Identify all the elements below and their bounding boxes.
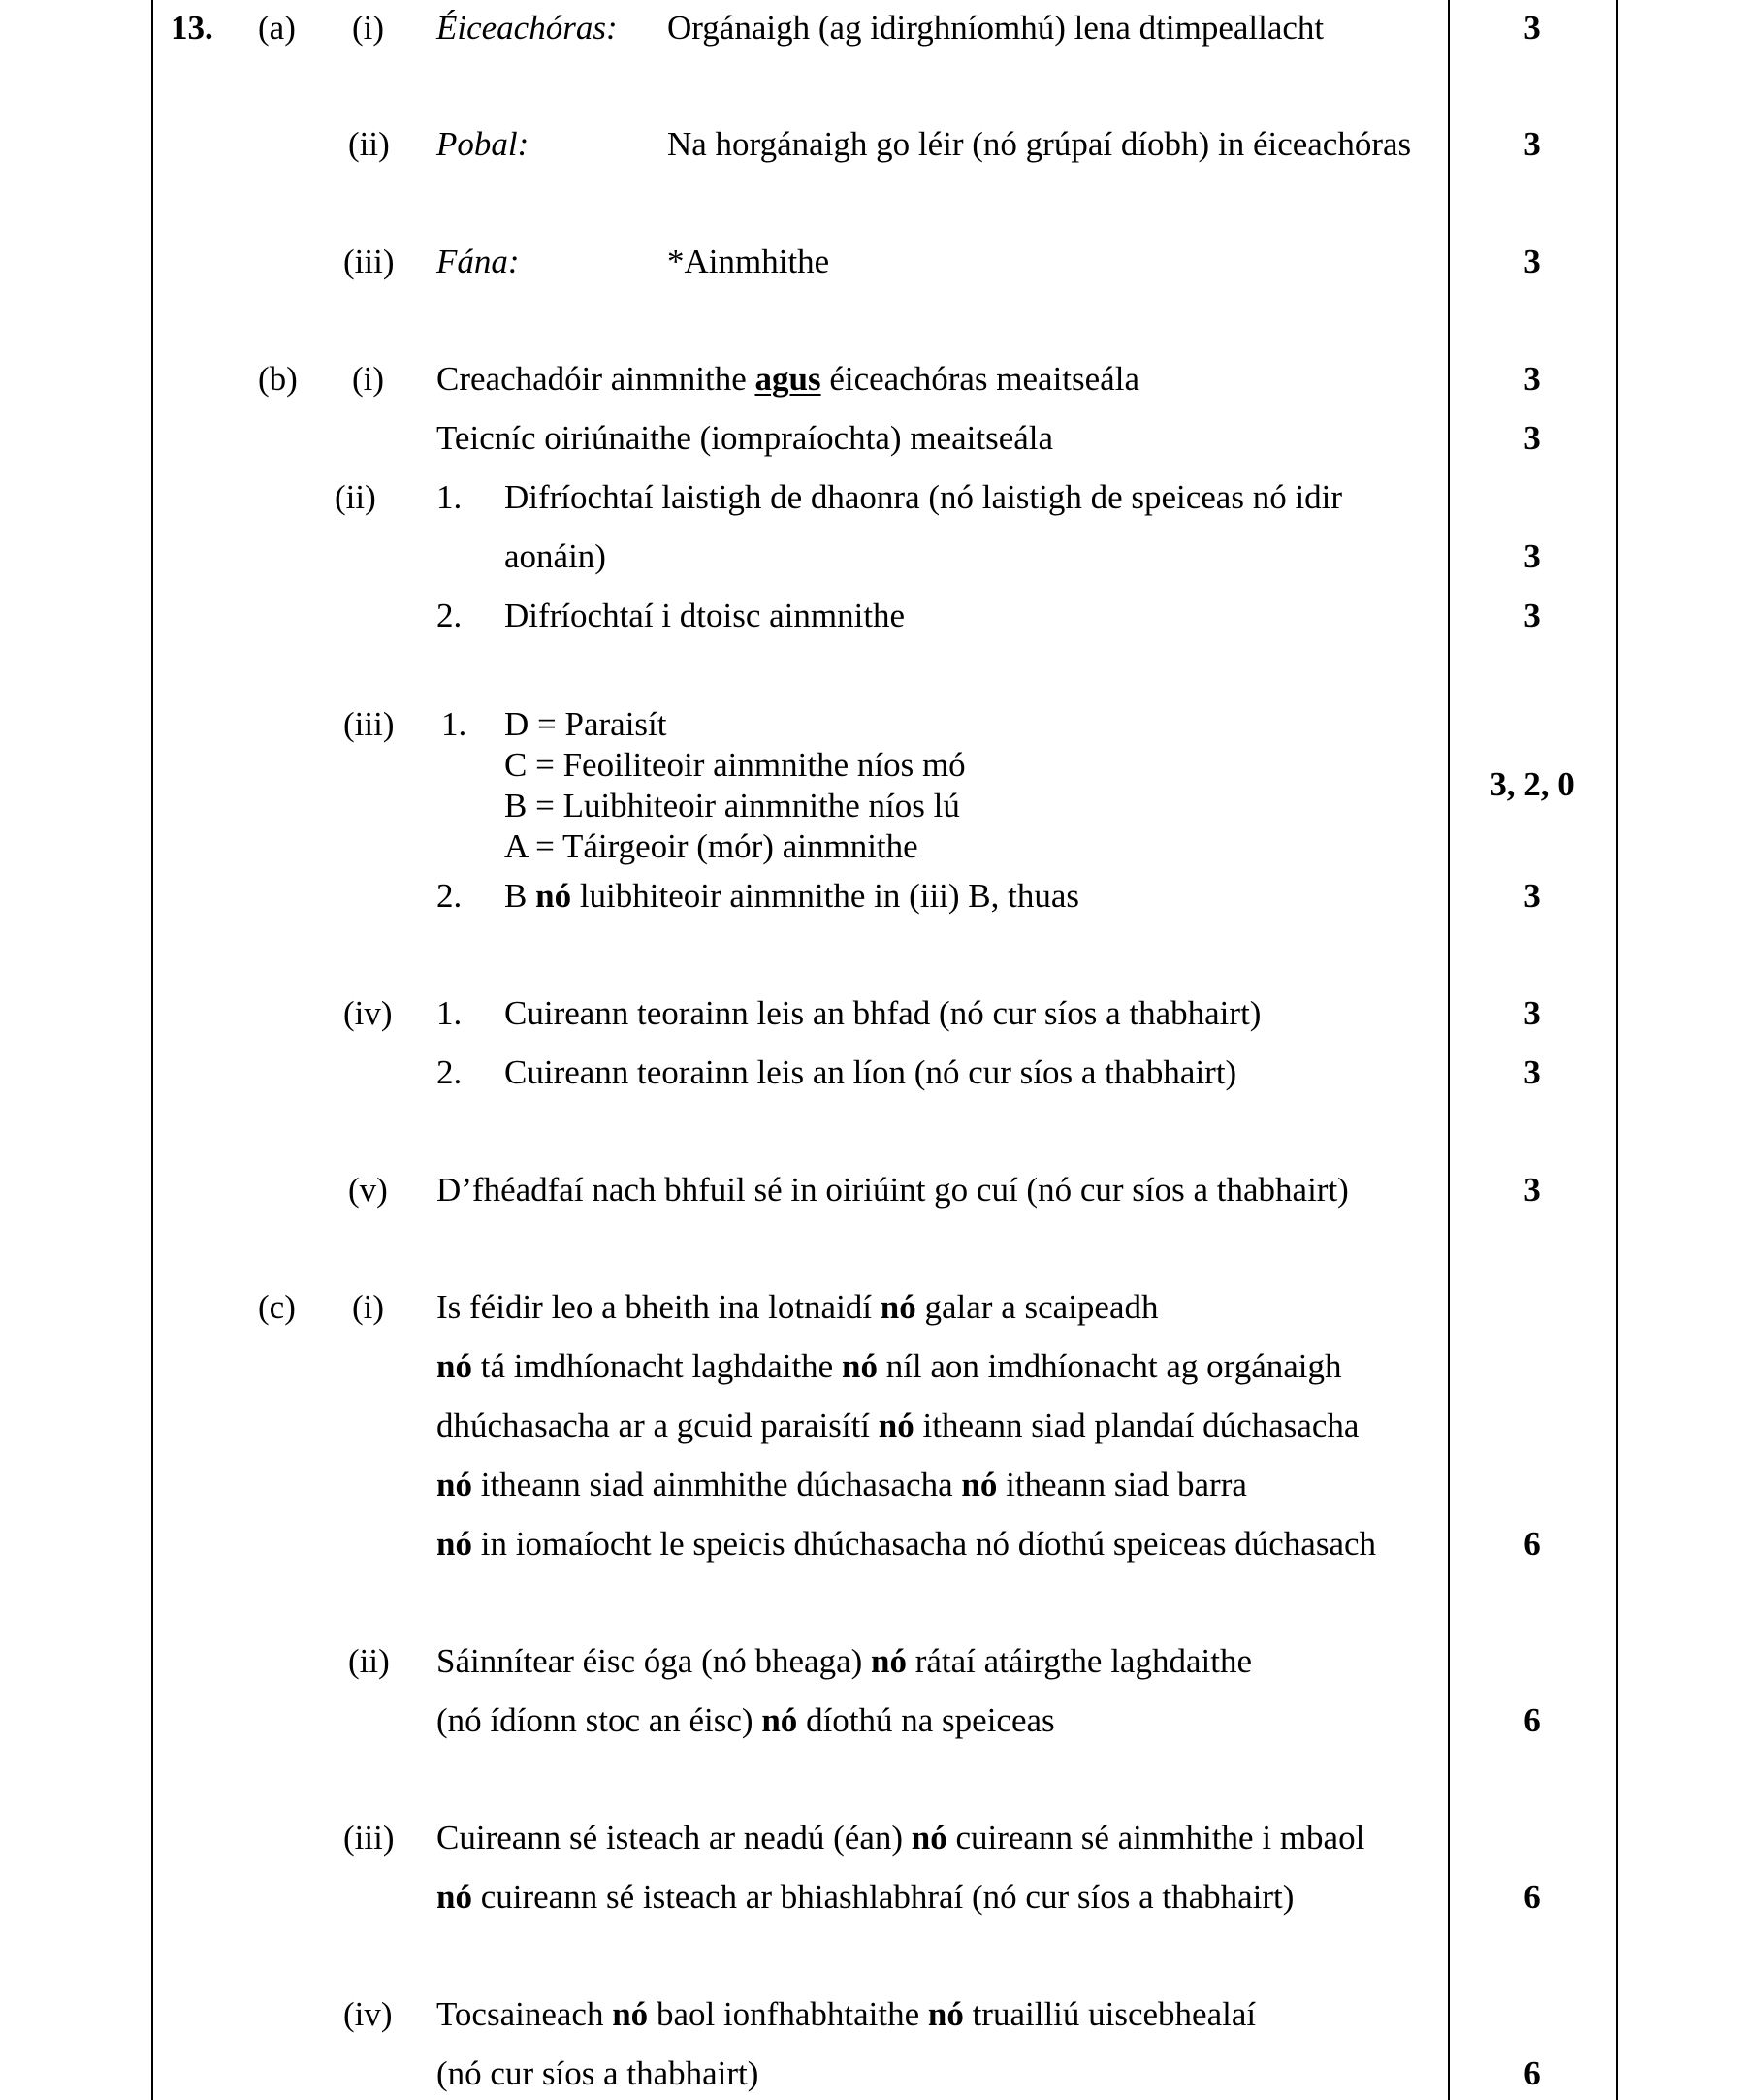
c-ii-line1-start: Sáinnítear éisc óga (nó bheaga) [436, 1642, 872, 1680]
b-i-line1 [436, 359, 1139, 400]
no-emphasis: nó [761, 1701, 798, 1739]
b-ii-item1-line1: Difríochtaí laistigh de dhaonra (nó laistigh de speiceas nó idir [504, 478, 1343, 516]
c-i-line1-end: galar a scaipeadh [915, 1288, 1159, 1326]
no-emphasis: nó [927, 1995, 964, 2033]
c-iv-line1-mid: baol ionfhabhtaithe [648, 1995, 928, 2033]
c-ii-line2-end: díothú na speiceas [797, 1701, 1055, 1739]
c-iv-line1 [436, 1994, 1256, 2035]
c-i-line5-end: in iomaíocht le speicis dhúchasacha nó díothú speiceas dúchasach [471, 1525, 1377, 1563]
b-i-line2: Teicníc oiriúnaithe (iompraíochta) meaitseála [436, 419, 1054, 457]
b-iii-c: C = Feoiliteoir ainmnithe níos mó [504, 746, 966, 784]
a-ii-number: (ii) [348, 125, 390, 163]
no-emphasis: nó [436, 1347, 472, 1385]
c-i-line3 [436, 1405, 1359, 1446]
c-i-line4-end: itheann siad barra [997, 1466, 1247, 1503]
no-emphasis: nó [436, 1525, 472, 1563]
b-ii-item1-line2: aonáin) [504, 537, 606, 575]
c-iii-marks: 6 [1523, 1878, 1541, 1916]
no-emphasis: nó [871, 1642, 907, 1680]
a-iii-answer: *Ainmhithe [667, 242, 830, 280]
b-i-line1-start: Creachadóir ainmnithe [436, 360, 755, 398]
b-ii-marks1: 3 [1523, 537, 1541, 575]
b-iii-item1-number: 1. [441, 705, 467, 743]
no-emphasis: nó [961, 1466, 998, 1503]
c-ii-line1-end: rátaí atáirgthe laghdaithe [906, 1642, 1252, 1680]
no-emphasis: nó [535, 877, 572, 915]
no-emphasis: nó [436, 1466, 472, 1503]
b-iii-d: D = Paraisít [504, 705, 667, 743]
b-iv-marks2: 3 [1523, 1053, 1541, 1091]
b-iv-item2-number: 2. [436, 1053, 463, 1091]
b-ii-number: (ii) [335, 478, 376, 516]
c-i-line2-end: níl aon imdhíonacht ag orgánaigh [877, 1347, 1342, 1385]
c-iii-line1-end: cuireann sé ainmhithe i mbaol [946, 1819, 1365, 1857]
c-i-line5 [436, 1524, 1376, 1565]
b-iii-item2-end: luibhiteoir ainmnithe in (iii) B, thuas [571, 877, 1080, 915]
a-ii-term: Pobal: [436, 125, 529, 163]
b-ii-item2-text: Difríochtaí i dtoisc ainmnithe [504, 597, 906, 634]
a-i-number: (i) [352, 9, 385, 47]
c-i-line2-mid: tá imdhíonacht laghdaithe [471, 1347, 842, 1385]
c-i-number: (i) [352, 1288, 385, 1326]
table-left-border [151, 0, 153, 2100]
b-iii-item2-number: 2. [436, 877, 463, 915]
a-ii-marks: 3 [1523, 125, 1541, 163]
c-i-line1 [436, 1287, 1158, 1328]
a-iii-term: Fána: [436, 242, 520, 280]
answer-column-divider [1448, 0, 1450, 2100]
c-iii-line1-start: Cuireann sé isteach ar neadú (éan) [436, 1819, 912, 1857]
c-i-line3-end: itheann siad plandaí dúchasacha [914, 1406, 1360, 1444]
b-iv-item1-number: 1. [436, 994, 463, 1032]
b-iii-b: B = Luibhiteoir ainmnithe níos lú [504, 787, 960, 824]
question-number: 13. [171, 9, 213, 47]
a-i-answer: Orgánaigh (ag idirghníomhú) lena dtimpeallacht [667, 9, 1325, 47]
no-emphasis: nó [436, 1878, 472, 1916]
a-ii-answer: Na horgánaigh go léir (nó grúpaí díobh) in éiceachóras [667, 125, 1412, 163]
c-iii-number: (iii) [343, 1819, 395, 1857]
b-iii-marks2: 3 [1523, 877, 1541, 915]
c-iv-line2: (nó cur síos a thabhairt) [436, 2054, 759, 2092]
no-emphasis: nó [878, 1406, 914, 1444]
table-right-border [1616, 0, 1618, 2100]
b-iv-marks1: 3 [1523, 994, 1541, 1032]
part-c-label: (c) [258, 1288, 296, 1326]
c-i-line2 [436, 1346, 1342, 1387]
no-emphasis: nó [911, 1819, 947, 1857]
part-b-label: (b) [258, 360, 298, 398]
b-v-marks: 3 [1523, 1171, 1541, 1209]
b-iii-item2-start: B [504, 877, 536, 915]
b-ii-marks2: 3 [1523, 597, 1541, 634]
b-iii-a: A = Táirgeoir (mór) ainmnithe [504, 827, 918, 865]
a-i-term: Éiceachóras: [436, 9, 618, 47]
c-iv-line1-start: Tocsaineach [436, 1995, 613, 2033]
c-ii-number: (ii) [348, 1642, 390, 1680]
b-i-number: (i) [352, 360, 385, 398]
c-i-line3-start: dhúchasacha ar a gcuid paraisítí [436, 1406, 879, 1444]
b-iii-marks1: 3, 2, 0 [1490, 765, 1575, 803]
c-iii-line2-end: cuireann sé isteach ar bhiashlabhraí (nó cur síos a thabhairt) [471, 1878, 1295, 1916]
c-ii-line2-start: (nó ídíonn stoc an éisc) [436, 1701, 762, 1739]
c-iv-line1-end: truailliú uiscebhealaí [963, 1995, 1257, 2033]
c-iv-number: (iv) [343, 1995, 393, 2033]
no-emphasis: nó [841, 1347, 878, 1385]
c-i-line4-mid: itheann siad ainmhithe dúchasacha [471, 1466, 962, 1503]
b-iv-number: (iv) [343, 994, 393, 1032]
b-v-number: (v) [348, 1171, 388, 1209]
agus-emphasis: agus [754, 360, 821, 398]
b-i-marks2: 3 [1523, 419, 1541, 457]
part-a-label: (a) [258, 9, 296, 47]
b-iv-item2-text: Cuireann teorainn leis an líon (nó cur síos a thabhairt) [504, 1053, 1237, 1091]
b-ii-item2-number: 2. [436, 597, 463, 634]
c-iii-line1 [436, 1818, 1364, 1858]
c-i-line1-start: Is féidir leo a bheith ina lotnaidí [436, 1288, 881, 1326]
a-iii-number: (iii) [343, 242, 395, 280]
no-emphasis: nó [612, 1995, 649, 2033]
b-i-marks1: 3 [1523, 360, 1541, 398]
c-ii-marks: 6 [1523, 1701, 1541, 1739]
c-i-line4 [436, 1465, 1247, 1505]
a-i-marks: 3 [1523, 9, 1541, 47]
a-iii-marks: 3 [1523, 242, 1541, 280]
c-iv-marks: 6 [1523, 2054, 1541, 2092]
b-i-line1-end: éiceachóras meaitseála [820, 360, 1139, 398]
b-iii-item2-text [504, 876, 1079, 917]
b-ii-item1-number: 1. [436, 478, 463, 516]
b-iii-number: (iii) [343, 705, 395, 743]
c-iii-line2 [436, 1877, 1294, 1918]
no-emphasis: nó [880, 1288, 916, 1326]
c-ii-line1 [436, 1641, 1252, 1682]
b-v-text: D’fhéadfaí nach bhfuil sé in oiriúint go cuí (nó cur síos a thabhairt) [436, 1171, 1349, 1209]
b-iv-item1-text: Cuireann teorainn leis an bhfad (nó cur síos a thabhairt) [504, 994, 1262, 1032]
c-i-marks: 6 [1523, 1525, 1541, 1563]
c-ii-line2 [436, 1700, 1055, 1741]
